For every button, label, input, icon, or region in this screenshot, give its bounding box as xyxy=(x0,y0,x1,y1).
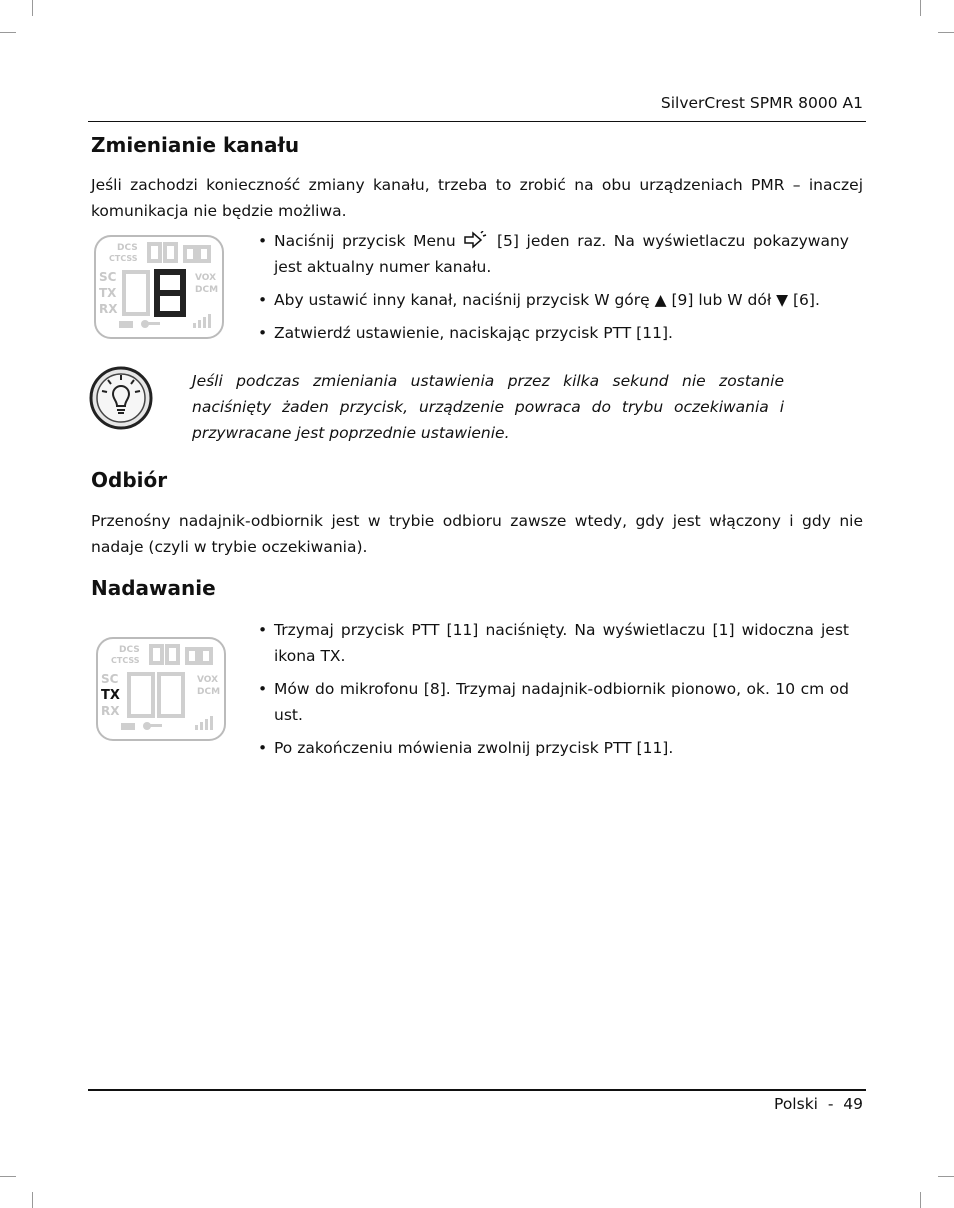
section-title-receive: Odbiór xyxy=(91,468,168,492)
lcd-rx-label: RX xyxy=(101,704,120,718)
lcd-tx-label: TX xyxy=(99,286,117,300)
section-title-change-channel: Zmienianie kanału xyxy=(91,133,300,157)
crop-mark xyxy=(32,1192,33,1208)
list-item: • Aby ustawić inny kanał, naciśnij przycisk W górę ▲ [9] lub W dół ▼ [6]. xyxy=(258,287,849,313)
lcd-display-tx-icon xyxy=(95,636,227,742)
lcd-rx-label: RX xyxy=(99,302,118,316)
crop-mark xyxy=(938,1176,954,1177)
lcd-dcm-label: DCM xyxy=(197,687,221,697)
lcd-display-channel-icon xyxy=(93,234,225,340)
section-intro: Jeśli zachodzi konieczność zmiany kanału, trzeba to zrobić na obu urządzeniach PMR – inaczej komunikacja nie będzie możliwa. xyxy=(91,176,863,220)
section-text-receive: Przenośny nadajnik-odbiornik jest w trybie odbioru zawsze wtedy, gdy jest włączony i gdy nie nadaje (czyli w trybie oczekiwania). xyxy=(91,512,863,556)
lightbulb-tip-icon xyxy=(89,366,153,430)
lcd-dcs-label: DCS xyxy=(117,243,138,253)
list-item: • Po zakończeniu mówienia zwolnij przycisk PTT [11]. xyxy=(258,735,849,761)
lcd-sc-label: SC xyxy=(101,672,119,686)
bullet-list-transmit xyxy=(258,617,849,768)
menu-arrow-icon xyxy=(463,231,489,249)
lcd-ctcss-label: CTCSS xyxy=(111,656,140,665)
section-title-transmit: Nadawanie xyxy=(91,576,216,600)
footer-rule xyxy=(88,1089,866,1091)
list-item: • Mów do mikrofonu [8]. Trzymaj nadajnik-odbiornik pionowo, ok. 10 cm od ust. xyxy=(258,676,849,728)
crop-mark xyxy=(0,32,16,33)
crop-mark xyxy=(920,1192,921,1208)
list-item xyxy=(258,228,849,280)
lcd-dcs-label: DCS xyxy=(119,645,140,655)
lcd-dcm-label: DCM xyxy=(195,285,219,295)
lcd-vox-label: VOX xyxy=(195,273,217,283)
lcd-tx-active-label: TX xyxy=(101,688,120,703)
header-title: SilverCrest SPMR 8000 A1 xyxy=(660,94,863,112)
list-item-text: [5] jeden raz. Na wyświetlaczu pokazywany jest aktualny numer kanału. xyxy=(274,232,849,276)
header-rule xyxy=(88,121,866,122)
crop-mark xyxy=(32,0,33,16)
crop-mark xyxy=(938,32,954,33)
lcd-sc-label: SC xyxy=(99,270,117,284)
list-item: • Trzymaj przycisk PTT [11] naciśnięty. Na wyświetlaczu [1] widoczna jest ikona TX. xyxy=(258,617,849,669)
crop-mark xyxy=(0,1176,16,1177)
list-item: • Zatwierdź ustawienie, naciskając przycisk PTT [11]. xyxy=(258,320,849,346)
list-item-text: Naciśnij przycisk Menu xyxy=(274,232,456,250)
bullet-list-change-channel xyxy=(258,228,849,353)
crop-mark xyxy=(920,0,921,16)
tip-text: Jeśli podczas zmieniania ustawienia przez kilka sekund nie zostanie naciśnięty żaden przycisk, urządzenie powraca do trybu oczekiwania i przywracane jest poprzednie ustawienie. xyxy=(192,372,784,442)
lcd-ctcss-label: CTCSS xyxy=(109,254,138,263)
lcd-vox-label: VOX xyxy=(197,675,219,685)
page-number: Polski - 49 xyxy=(774,1095,863,1113)
